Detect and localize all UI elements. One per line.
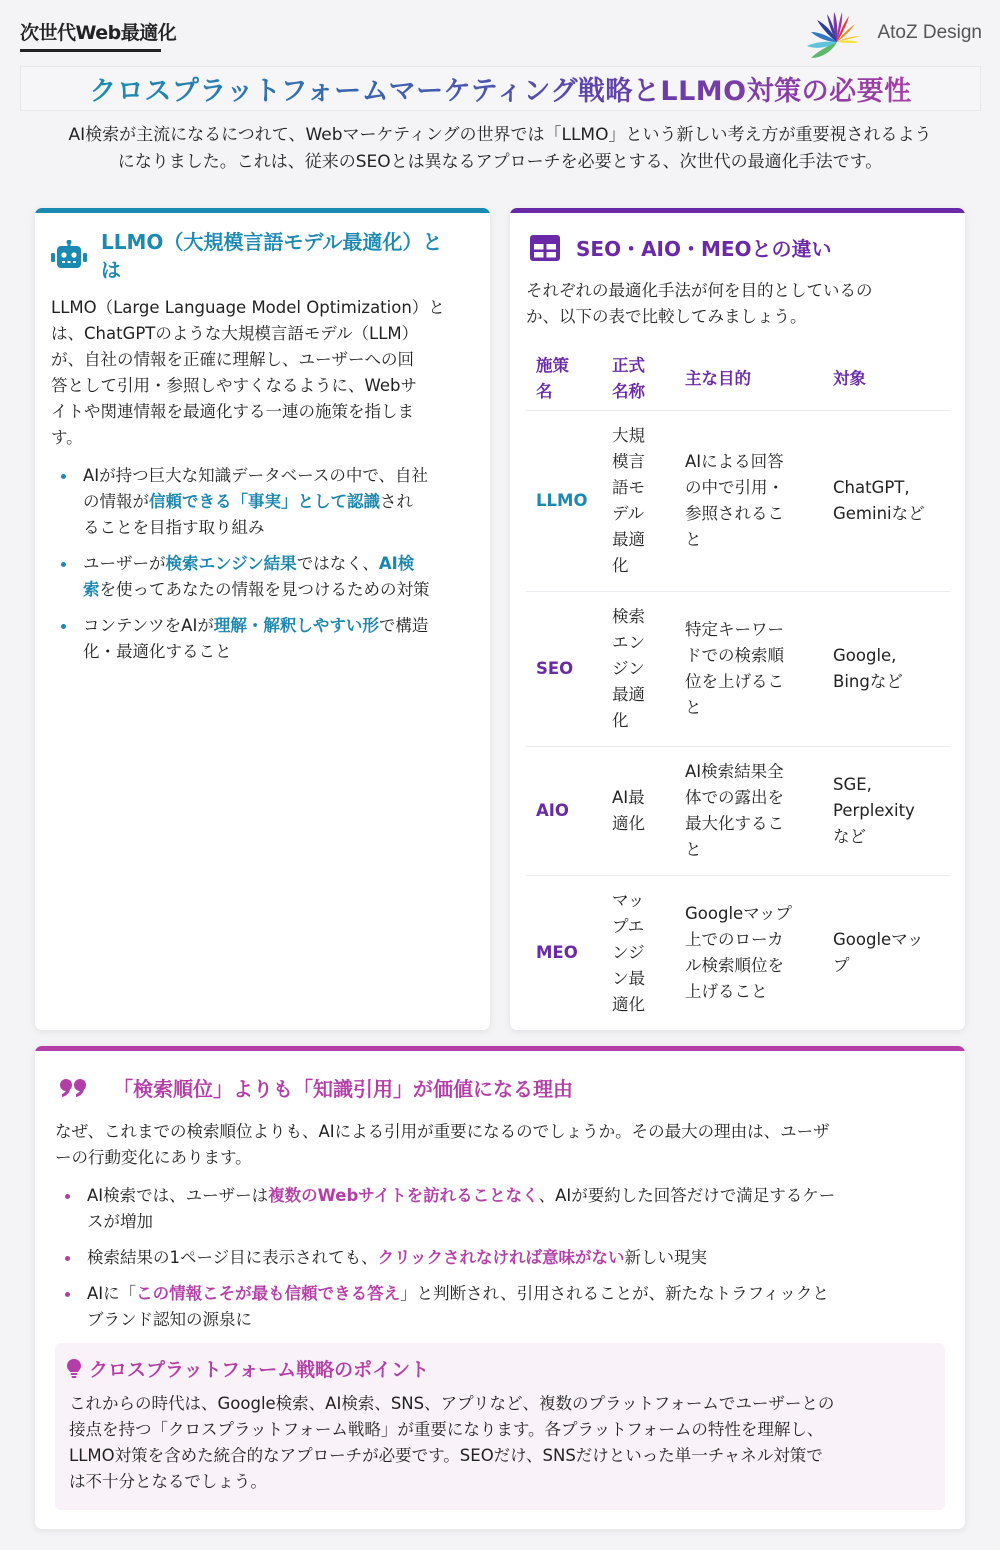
table-cell: LLMO [526, 410, 602, 591]
table-cell: AI検索結果全 体での露出を 最大化するこ と [675, 746, 823, 875]
tip-line: LLMO対策を含めた統合的なアプローチが必要です。SEOだけ、SNSだけといった単一チャネル対策で [69, 1446, 823, 1465]
tip-heading: クロスプラットフォーム戦略のポイント [89, 1359, 430, 1381]
text: スが増加 [87, 1212, 153, 1231]
reason-heading: 「検索順位」よりも「知識引用」が価値になる理由 [113, 1077, 573, 1101]
paragraph-line: が、自社の情報を正確に理解し、ユーザーへの回 [51, 350, 414, 369]
table-cell: MEO [536, 942, 578, 962]
table-cell: Googleマッ プ [833, 929, 924, 975]
table-cell: ChatGPT, Geminiなど [823, 410, 950, 591]
paragraph-line: ーの行動変化にあります。 [55, 1148, 252, 1167]
card-accent-bar [35, 208, 490, 213]
table-icon [530, 235, 560, 261]
paragraph-line: イトや関連情報を最適化する一連の施策を指しま [51, 402, 414, 421]
section-label-underline [20, 49, 161, 52]
comparison-card [510, 208, 965, 1030]
reason-card [35, 1046, 965, 1529]
tip-box [55, 1343, 945, 1510]
table-cell: Googleマップ 上でのローカ ル検索順位を 上げること [685, 903, 793, 1001]
lightbulb-icon [67, 1359, 81, 1379]
title-banner [20, 66, 981, 111]
table-cell: AI最 適化 [602, 746, 675, 875]
paragraph-line: す。 [51, 428, 83, 447]
highlight-text: 索 [83, 580, 100, 599]
table-cell: AIによる回答 の中で引用・ 参照されるこ と [675, 410, 823, 591]
brand-logo-icon [807, 8, 869, 58]
bullet-dot-icon [61, 474, 66, 479]
text: 新しい現実 [624, 1248, 708, 1267]
list-item [55, 1281, 955, 1333]
llmo-heading [101, 228, 442, 284]
text: を使ってあなたの情報を見つけるための対策 [99, 580, 430, 599]
text: ではなく、 [296, 554, 379, 573]
comparison-table [526, 348, 950, 1030]
page-title: クロスプラットフォームマーケティング戦略とLLMO対策の必要性 [89, 69, 911, 108]
robot-icon [51, 240, 87, 272]
bullet-dot-icon [65, 1292, 70, 1297]
text: ることを目指す取り組み [83, 518, 265, 537]
intro-text [25, 122, 975, 176]
tip-line: は不十分となるでしょう。 [69, 1472, 267, 1491]
table-header-row [526, 348, 950, 410]
highlight-text: 信頼できる「事実」として認識 [149, 492, 380, 511]
column-header: 主な目的 [675, 348, 823, 410]
list-item [51, 551, 481, 603]
text: 」と判断され、引用されることが、新たなトラフィックと [400, 1284, 829, 1303]
table-cell: 検索 エン ジン 最適 化 [602, 591, 675, 746]
text: AI検索では、ユーザーは [87, 1186, 269, 1205]
text: ユーザーが [83, 554, 166, 573]
brand [807, 8, 982, 58]
brand-name: AtoZ Design [877, 22, 982, 43]
llmo-card [35, 208, 490, 1030]
table-row [526, 746, 950, 875]
text: で構造 [378, 616, 429, 635]
intro-line: になりました。これは、従来のSEOとは異なるアプローチを必要とする、次世代の最適化手法です。 [117, 152, 883, 172]
table-cell: SEO [526, 591, 602, 746]
column-header: 対象 [823, 348, 950, 410]
highlight-text: クリックされなければ意味がない [377, 1248, 625, 1267]
comparison-description [526, 278, 956, 330]
list-item [51, 613, 481, 665]
description-line: それぞれの最適化手法が何を目的としているの [526, 281, 873, 300]
list-item [55, 1183, 955, 1235]
text: AIに「 [87, 1284, 137, 1303]
text: コンテンツをAIが [83, 616, 214, 635]
tip-line: 接点を持つ「クロスプラットフォーム戦略」が重要になります。各プラットフォームの特性を理解し、 [69, 1420, 824, 1439]
table-cell: 特定キーワー ドでの検索順 位を上げるこ と [675, 591, 823, 746]
paragraph-line: 答として引用・参照しやすくなるように、Webサ [51, 376, 417, 395]
text: され [380, 492, 413, 511]
reason-bullet-list [55, 1183, 955, 1343]
table-cell: マッ プエ ンジ ン最 適化 [612, 890, 645, 1014]
paragraph-line: なぜ、これまでの検索順位よりも、AIによる引用が重要になるのでしょうか。その最大の理由は、ユーザ [55, 1122, 830, 1141]
highlight-text: 複数のWebサイトを訪れることなく [268, 1186, 539, 1205]
intro-line: AI検索が主流になるにつれて、Webマーケティングの世界では「LLMO」という新しい考え方が重要視されるよう [68, 125, 932, 145]
bullet-dot-icon [65, 1194, 70, 1199]
highlight-text: AI検 [378, 554, 415, 573]
text: 、AIが要約した回答だけで満足するケー [538, 1186, 836, 1205]
table-row [526, 875, 950, 1030]
list-item [55, 1245, 955, 1271]
text: ブランド認知の源泉に [87, 1310, 252, 1329]
table-cell: AIO [526, 746, 602, 875]
list-item [51, 463, 481, 541]
section-label: 次世代Web最適化 [20, 22, 177, 44]
highlight-text: 理解・解釈しやすい形 [213, 616, 379, 635]
highlight-text: 検索エンジン結果 [165, 554, 297, 573]
paragraph-line: LLMO（Large Language Model Optimization）と [51, 298, 445, 317]
text: AIが持つ巨大な知識データベースの中で、自社 [83, 466, 428, 485]
text: 化・最適化すること [83, 642, 232, 661]
tip-line: これからの時代は、Google検索、AI検索、SNS、アプリなど、複数のプラットフォームでユーザーとの [69, 1394, 835, 1413]
comparison-heading: SEO・AIO・MEOとの違い [576, 237, 832, 261]
card-accent-bar [35, 1046, 965, 1051]
table-cell: 大規 模言 語モ デル 最適 化 [602, 410, 675, 591]
bullet-dot-icon [61, 562, 66, 567]
bullet-dot-icon [61, 624, 66, 629]
llmo-bullet-list [51, 463, 481, 675]
description-line: か、以下の表で比較してみましょう。 [526, 307, 807, 326]
llmo-paragraph [51, 295, 481, 451]
column-header: 正式 名称 [602, 348, 675, 410]
card-accent-bar [510, 208, 965, 213]
paragraph-line: は、ChatGPTのような大規模言語モデル（LLM） [51, 324, 419, 343]
tip-text [69, 1391, 939, 1495]
table-cell: Google, Bingなど [823, 591, 950, 746]
table-row [526, 410, 950, 591]
reason-paragraph [55, 1119, 955, 1171]
text: の情報が [83, 492, 149, 511]
table-row [526, 591, 950, 746]
llmo-heading-line: LLMO（大規模言語モデル最適化）と [101, 230, 443, 254]
column-header: 施策 名 [526, 348, 602, 410]
table-cell: SGE, Perplexity など [823, 746, 950, 875]
llmo-heading-line: は [101, 258, 121, 282]
highlight-text: この情報こそが最も信頼できる答え [136, 1284, 401, 1303]
bullet-dot-icon [65, 1256, 70, 1261]
text: 検索結果の1ページ目に表示されても、 [87, 1248, 378, 1267]
quote-icon [59, 1078, 89, 1098]
